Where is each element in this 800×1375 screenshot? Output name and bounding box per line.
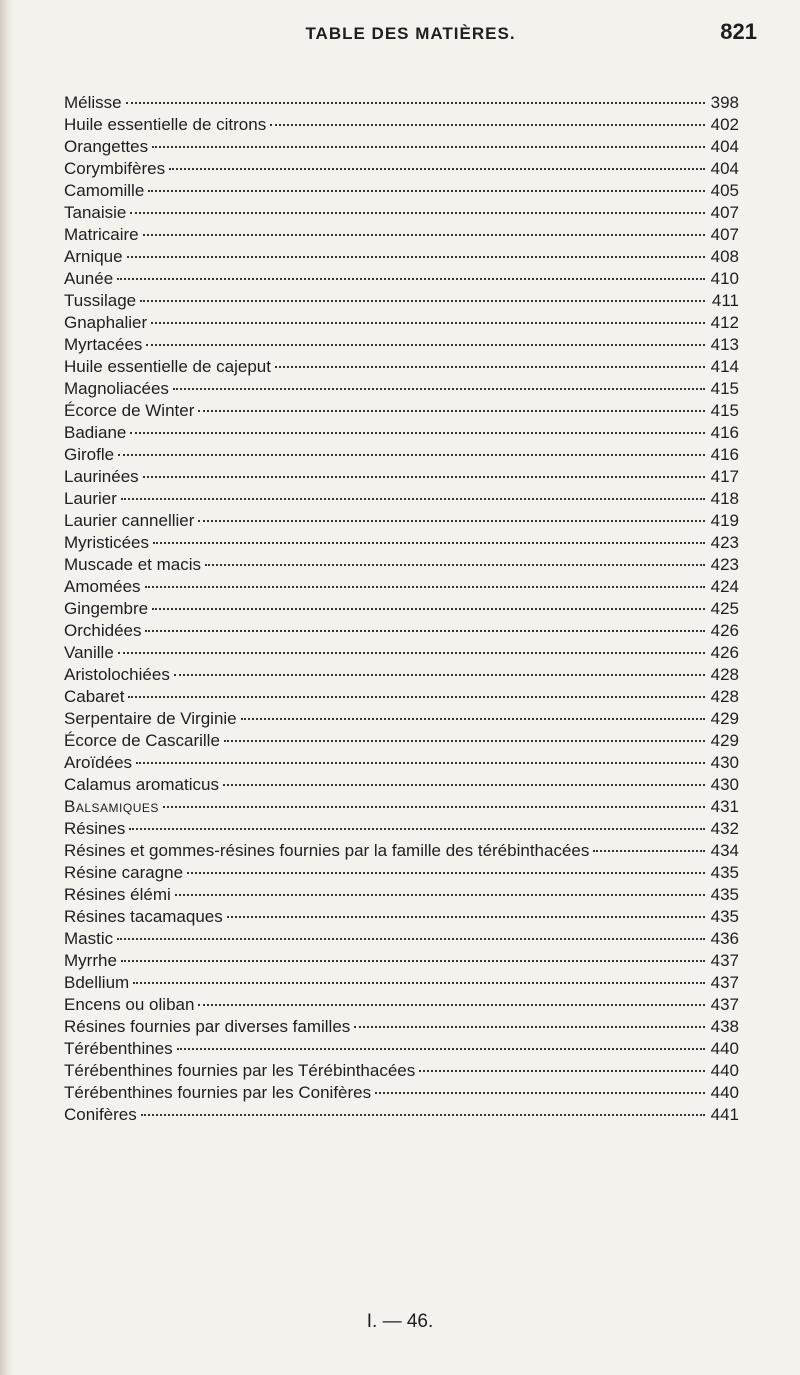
toc-entry xyxy=(64,708,739,730)
toc-entry-label: Huile essentielle de citrons xyxy=(64,115,267,134)
toc-entry-label: Résines élémi xyxy=(64,885,171,904)
page-title: TABLE DES MATIÈRES. xyxy=(305,24,516,43)
dot-leader xyxy=(270,124,705,126)
page-number: 821 xyxy=(720,19,757,44)
toc-entry-label: Orangettes xyxy=(64,137,149,156)
toc-entry xyxy=(64,422,739,444)
toc-entry xyxy=(64,950,739,972)
toc-entry xyxy=(64,180,739,202)
toc-entry xyxy=(64,642,739,664)
toc-entry-page: 415 xyxy=(710,401,739,420)
dot-leader xyxy=(130,432,705,434)
toc-entry xyxy=(64,1038,739,1060)
toc-entry-label: Huile essentielle de cajeput xyxy=(64,357,271,376)
toc-entry-label: Résines et gommes-résines fournies par la famille des térébinthacées xyxy=(64,841,590,860)
toc-entry-page: 404 xyxy=(710,137,739,156)
dot-leader xyxy=(593,850,705,852)
dot-leader xyxy=(133,982,705,984)
toc-entry-page: 437 xyxy=(710,973,739,992)
dot-leader xyxy=(143,476,705,478)
toc-entry-label: Corymbifères xyxy=(64,159,166,178)
toc-entry-page: 402 xyxy=(710,115,739,134)
toc-entry-label: Camomille xyxy=(64,181,145,200)
dot-leader xyxy=(198,410,705,412)
toc-entry xyxy=(64,664,739,686)
dot-leader xyxy=(198,520,705,522)
dot-leader xyxy=(128,696,705,698)
toc-entry xyxy=(64,928,739,950)
toc-entry-label: Orchidées xyxy=(64,621,142,640)
dot-leader xyxy=(227,916,705,918)
toc-entry-page: 419 xyxy=(710,511,739,530)
dot-leader xyxy=(275,366,705,368)
toc-entry-page: 435 xyxy=(710,885,739,904)
toc-entry-label: Girofle xyxy=(64,445,115,464)
toc-entry-page: 413 xyxy=(710,335,739,354)
toc-entry-page: 418 xyxy=(710,489,739,508)
toc-entry xyxy=(64,884,739,906)
toc-entry-label: Balsamiques xyxy=(64,797,159,816)
toc-entry-label: Gnaphalier xyxy=(64,313,148,332)
dot-leader xyxy=(354,1026,705,1028)
dot-leader xyxy=(121,498,705,500)
toc-entry xyxy=(64,576,739,598)
toc-entry xyxy=(64,598,739,620)
toc-entry xyxy=(64,972,739,994)
toc-entry-page: 435 xyxy=(710,863,739,882)
toc-entry xyxy=(64,312,739,334)
toc-entry-label: Résines fournies par diverses familles xyxy=(64,1017,351,1036)
dot-leader xyxy=(118,652,705,654)
toc-entry xyxy=(64,774,739,796)
toc-entry-page: 407 xyxy=(710,203,739,222)
toc-entry xyxy=(64,1016,739,1038)
toc-entry-label: Laurinées xyxy=(64,467,139,486)
toc-entry-label: Conifères xyxy=(64,1105,137,1124)
toc-entry xyxy=(64,554,739,576)
toc-entry xyxy=(64,268,739,290)
toc-entry-label: Mastic xyxy=(64,929,114,948)
toc-entry-page: 430 xyxy=(710,775,739,794)
toc-entry-page: 415 xyxy=(710,379,739,398)
toc-entry-page: 436 xyxy=(710,929,739,948)
toc-entry-label: Résines xyxy=(64,819,126,838)
dot-leader xyxy=(419,1070,705,1072)
toc-entry-label: Muscade et macis xyxy=(64,555,201,574)
signature-mark: I. — 46. xyxy=(366,1311,434,1332)
dot-leader xyxy=(241,718,705,720)
dot-leader xyxy=(224,740,705,742)
toc-entry xyxy=(64,510,739,532)
toc-entry xyxy=(64,620,739,642)
toc-entry-page: 404 xyxy=(710,159,739,178)
toc-entry-label: Laurier xyxy=(64,489,117,508)
dot-leader xyxy=(375,1092,705,1094)
toc-entry-label: Vanille xyxy=(64,643,114,662)
toc-entry-label: Tanaisie xyxy=(64,203,127,222)
toc-entry-page: 426 xyxy=(710,621,739,640)
toc-entry-page: 398 xyxy=(710,93,739,112)
toc-entry-page: 417 xyxy=(710,467,739,486)
toc-entry-page: 441 xyxy=(710,1105,739,1124)
table-of-contents xyxy=(64,92,739,1126)
toc-entry-label: Myrrhe xyxy=(64,951,117,970)
toc-entry-label: Laurier cannellier xyxy=(64,511,195,530)
toc-entry xyxy=(64,730,739,752)
toc-entry-page: 435 xyxy=(710,907,739,926)
toc-entry-label: Aroïdées xyxy=(64,753,133,772)
toc-entry xyxy=(64,378,739,400)
dot-leader xyxy=(146,344,705,346)
toc-entry-page: 411 xyxy=(711,291,739,310)
toc-entry-page: 434 xyxy=(710,841,739,860)
toc-entry-label: Arnique xyxy=(64,247,123,266)
toc-entry xyxy=(64,532,739,554)
dot-leader xyxy=(177,1048,705,1050)
toc-entry-label: Myristicées xyxy=(64,533,150,552)
toc-entry-page: 428 xyxy=(710,665,739,684)
toc-entry-label: Bdellium xyxy=(64,973,130,992)
toc-entry-page: 428 xyxy=(710,687,739,706)
dot-leader xyxy=(127,256,705,258)
toc-entry xyxy=(64,488,739,510)
dot-leader xyxy=(118,454,705,456)
toc-entry xyxy=(64,202,739,224)
toc-entry-page: 432 xyxy=(710,819,739,838)
toc-entry-page: 405 xyxy=(710,181,739,200)
dot-leader xyxy=(169,168,705,170)
toc-entry xyxy=(64,158,739,180)
toc-entry xyxy=(64,840,739,862)
dot-leader xyxy=(130,212,705,214)
toc-entry-page: 437 xyxy=(710,995,739,1014)
dot-leader xyxy=(152,146,705,148)
toc-entry-page: 437 xyxy=(710,951,739,970)
toc-entry-page: 438 xyxy=(710,1017,739,1036)
running-header xyxy=(64,18,757,52)
toc-entry xyxy=(64,444,739,466)
toc-entry-page: 423 xyxy=(710,555,739,574)
toc-entry-page: 430 xyxy=(710,753,739,772)
dot-leader xyxy=(187,872,705,874)
toc-entry xyxy=(64,334,739,356)
dot-leader xyxy=(152,608,705,610)
toc-entry-label: Aunée xyxy=(64,269,114,288)
toc-entry-label: Magnoliacées xyxy=(64,379,169,398)
toc-entry-page: 431 xyxy=(710,797,739,816)
toc-entry-page: 440 xyxy=(710,1083,739,1102)
toc-entry xyxy=(64,400,739,422)
toc-entry xyxy=(64,994,739,1016)
dot-leader xyxy=(117,278,705,280)
toc-entry xyxy=(64,224,739,246)
toc-entry-label: Encens ou oliban xyxy=(64,995,195,1014)
toc-entry xyxy=(64,136,739,158)
dot-leader xyxy=(223,784,705,786)
toc-entry-label: Matricaire xyxy=(64,225,139,244)
dot-leader xyxy=(173,388,705,390)
toc-entry xyxy=(64,1082,739,1104)
toc-entry-page: 425 xyxy=(710,599,739,618)
toc-entry-page: 412 xyxy=(710,313,739,332)
page-edge-shadow xyxy=(0,0,14,1375)
dot-leader xyxy=(136,762,705,764)
toc-entry-label: Gingembre xyxy=(64,599,149,618)
dot-leader xyxy=(117,938,705,940)
toc-entry-page: 416 xyxy=(710,423,739,442)
dot-leader xyxy=(148,190,705,192)
toc-entry xyxy=(64,356,739,378)
dot-leader xyxy=(175,894,705,896)
dot-leader xyxy=(163,806,705,808)
toc-entry-label: Écorce de Cascarille xyxy=(64,731,220,750)
toc-entry-label: Badiane xyxy=(64,423,127,442)
toc-entry xyxy=(64,290,739,312)
toc-entry-label: Amomées xyxy=(64,577,141,596)
dot-leader xyxy=(141,1114,705,1116)
toc-entry xyxy=(64,796,739,818)
toc-entry-label: Térébenthines xyxy=(64,1039,173,1058)
toc-entry-page: 429 xyxy=(710,709,739,728)
toc-entry xyxy=(64,686,739,708)
dot-leader xyxy=(121,960,705,962)
toc-entry xyxy=(64,906,739,928)
toc-entry-page: 407 xyxy=(710,225,739,244)
dot-leader xyxy=(145,630,705,632)
toc-entry-label: Résine caragne xyxy=(64,863,184,882)
toc-entry-label: Calamus aromaticus xyxy=(64,775,219,794)
toc-entry xyxy=(64,818,739,840)
dot-leader xyxy=(145,586,705,588)
toc-entry-page: 440 xyxy=(710,1061,739,1080)
toc-entry xyxy=(64,114,739,136)
toc-entry-page: 414 xyxy=(710,357,739,376)
toc-entry xyxy=(64,246,739,268)
toc-entry xyxy=(64,1104,739,1126)
toc-entry xyxy=(64,466,739,488)
toc-entry-label: Térébenthines fournies par les Térébinthacées xyxy=(64,1061,416,1080)
dot-leader xyxy=(153,542,705,544)
toc-entry-label: Térébenthines fournies par les Conifères xyxy=(64,1083,372,1102)
toc-entry-label: Serpentaire de Virginie xyxy=(64,709,237,728)
toc-entry-label: Écorce de Winter xyxy=(64,401,195,420)
toc-entry xyxy=(64,862,739,884)
toc-entry-page: 416 xyxy=(710,445,739,464)
dot-leader xyxy=(126,102,705,104)
dot-leader xyxy=(174,674,705,676)
dot-leader xyxy=(143,234,705,236)
toc-entry-page: 424 xyxy=(710,577,739,596)
toc-entry xyxy=(64,1060,739,1082)
toc-entry-label: Myrtacées xyxy=(64,335,143,354)
dot-leader xyxy=(198,1004,705,1006)
dot-leader xyxy=(140,300,705,302)
dot-leader xyxy=(151,322,705,324)
toc-entry-page: 423 xyxy=(710,533,739,552)
toc-entry-label: Cabaret xyxy=(64,687,125,706)
toc-entry xyxy=(64,92,739,114)
toc-entry-page: 429 xyxy=(710,731,739,750)
toc-entry-page: 408 xyxy=(710,247,739,266)
toc-entry-label: Mélisse xyxy=(64,93,122,112)
toc-entry-page: 410 xyxy=(710,269,739,288)
dot-leader xyxy=(205,564,705,566)
toc-entry-label: Résines tacamaques xyxy=(64,907,223,926)
toc-entry-page: 440 xyxy=(710,1039,739,1058)
toc-entry xyxy=(64,752,739,774)
toc-entry-label: Tussilage xyxy=(64,291,137,310)
toc-entry-page: 426 xyxy=(710,643,739,662)
toc-entry-label: Aristolochiées xyxy=(64,665,170,684)
dot-leader xyxy=(129,828,705,830)
